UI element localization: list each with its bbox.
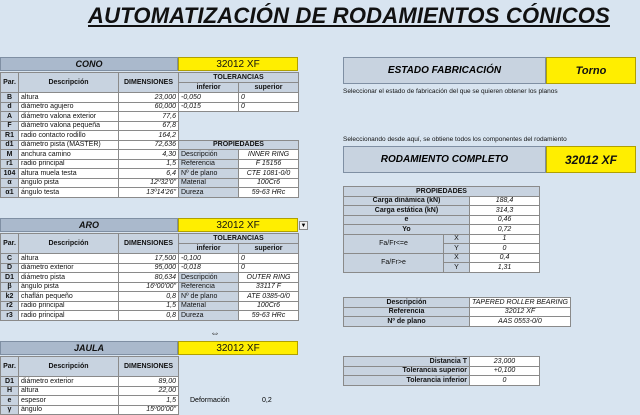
param-description: altura	[19, 93, 119, 103]
param-dimension: 0,8	[119, 311, 179, 321]
prop-value: OUTER RING	[239, 273, 299, 283]
rodamiento-completo-selector[interactable]	[546, 146, 636, 173]
param-code: r2	[1, 301, 19, 311]
empty-cell	[179, 121, 299, 131]
completo-label-text: RODAMIENTO COMPLETO	[380, 154, 509, 165]
param-description: chaflán pequeño	[19, 292, 119, 302]
aro-code-selector[interactable]	[178, 218, 298, 232]
prop-value: TAPERED ROLLER BEARING	[470, 298, 571, 308]
param-description: diámetro pista (MASTER)	[19, 140, 119, 150]
param-code: M	[1, 150, 19, 160]
col-desc: Descripción	[19, 234, 119, 254]
table-row	[344, 366, 540, 376]
y-label: Y	[444, 244, 470, 254]
jaula-code: 32012 XF	[216, 342, 260, 354]
x-label: X	[444, 253, 470, 263]
col-inf: inferior	[179, 83, 239, 93]
cono-code: 32012 XF	[216, 58, 260, 70]
estado-value: Torno	[575, 64, 607, 77]
param-code: r3	[1, 311, 19, 321]
rodamiento-props-table	[343, 186, 540, 273]
param-description: ángulo pista	[19, 282, 119, 292]
prop-value: 100Cr6	[239, 301, 299, 311]
prop-label: Descripción	[179, 273, 239, 283]
prop-value: 0,46	[470, 215, 540, 225]
table-row	[344, 215, 540, 225]
prop-value: 23,000	[470, 357, 540, 367]
table-row	[344, 307, 571, 317]
prop-value: INNER RING	[239, 150, 299, 160]
estado-fabricacion-label	[343, 57, 546, 84]
prop-label: Material	[179, 301, 239, 311]
table-row	[344, 206, 540, 216]
param-description: diámetro valona pequeña	[19, 121, 119, 131]
table-row	[1, 140, 299, 150]
prop-label: Descripción	[179, 150, 239, 160]
param-description: ángulo	[19, 405, 119, 415]
table-row	[1, 405, 179, 415]
table-row	[1, 178, 299, 188]
aro-header	[0, 218, 178, 232]
prop-value: 188,4	[470, 196, 540, 206]
prop-label: Dureza	[179, 188, 239, 198]
aro-label: ARO	[79, 220, 99, 230]
param-dimension: 17,500	[119, 254, 179, 264]
col-par: Par.	[1, 73, 19, 93]
tol-superior: 0	[239, 102, 299, 112]
param-dimension: 89,00	[119, 377, 179, 387]
param-code: A	[1, 112, 19, 122]
param-description: anchura camino	[19, 150, 119, 160]
param-code: D1	[1, 377, 19, 387]
deformacion-label: Deformación	[190, 397, 230, 404]
param-code: H	[1, 386, 19, 396]
param-code: F	[1, 121, 19, 131]
table-row	[344, 225, 540, 235]
prop-label: Carga dinámica (kN)	[344, 196, 470, 206]
param-dimension: 60,000	[119, 102, 179, 112]
col-sup: superior	[239, 83, 299, 93]
fa-fr-le-e: Fa/Fr<=e	[344, 234, 444, 253]
prop-label: e	[344, 215, 470, 225]
col-desc: Descripción	[19, 73, 119, 93]
table-row	[1, 311, 299, 321]
prop-value: 314,3	[470, 206, 540, 216]
tol-superior: 0	[239, 93, 299, 103]
param-dimension: 0,8	[119, 292, 179, 302]
tol-superior: 0	[239, 254, 299, 264]
param-description: altura	[19, 386, 119, 396]
y-value: 0	[470, 244, 540, 254]
table-row	[1, 188, 299, 198]
col-par: Par.	[1, 234, 19, 254]
param-dimension: 1,5	[119, 159, 179, 169]
table-row	[1, 121, 299, 131]
col-par: Par.	[1, 357, 19, 377]
param-dimension: 72,636	[119, 140, 179, 150]
param-dimension: 13º14'26"	[119, 188, 179, 198]
param-description: radio principal	[19, 159, 119, 169]
param-description: altura muela testa	[19, 169, 119, 179]
param-code: γ	[1, 405, 19, 415]
param-dimension: 22,00	[119, 386, 179, 396]
param-code: β	[1, 282, 19, 292]
param-dimension: 15º00'00"	[119, 405, 179, 415]
col-dim: DIMENSIONES	[119, 73, 179, 93]
table-row	[1, 112, 299, 122]
table-row	[1, 263, 299, 273]
param-code: C	[1, 254, 19, 264]
x-value: 0,4	[470, 253, 540, 263]
table-row	[1, 282, 299, 292]
x-value: 1	[470, 234, 540, 244]
param-dimension: 95,000	[119, 263, 179, 273]
col-tol: TOLERANCIAS	[179, 234, 299, 244]
col-dim: DIMENSIONES	[119, 234, 179, 254]
prop-value: +0,100	[470, 366, 540, 376]
table-row	[1, 254, 299, 264]
table-row	[1, 93, 299, 103]
estado-label-text: ESTADO FABRICACIÓN	[387, 65, 502, 76]
param-code: B	[1, 93, 19, 103]
col-sup: superior	[239, 244, 299, 254]
fa-fr-gt-e: Fa/Fr>e	[344, 253, 444, 272]
table-row	[344, 298, 571, 308]
prop-value: 59-63 HRc	[239, 311, 299, 321]
table-row	[1, 159, 299, 169]
param-description: diámetro pista	[19, 273, 119, 283]
empty-cell	[179, 112, 299, 122]
param-description: diámetro valona exterior	[19, 112, 119, 122]
param-dimension: 67,8	[119, 121, 179, 131]
table-row	[1, 150, 299, 160]
distancia-table	[343, 356, 540, 386]
jaula-code-selector[interactable]	[178, 341, 298, 355]
y-label: Y	[444, 263, 470, 273]
param-dimension: 6,4	[119, 169, 179, 179]
param-description: radio principal	[19, 311, 119, 321]
param-code: D1	[1, 273, 19, 283]
param-dimension: 12º32'0"	[119, 178, 179, 188]
page-title: AUTOMATIZACIÓN DE RODAMIENTOS CÓNICOS	[88, 3, 610, 28]
col-dim: DIMENSIONES	[119, 357, 179, 377]
dropdown-arrow-icon[interactable]: ▼	[300, 222, 307, 229]
param-dimension: 80,634	[119, 273, 179, 283]
param-dimension: 16º00'00"	[119, 282, 179, 292]
prop-label: Referencia	[344, 307, 470, 317]
aro-table	[0, 233, 299, 321]
tol-inferior: -0,015	[179, 102, 239, 112]
param-code: r1	[1, 159, 19, 169]
tol-superior: 0	[239, 263, 299, 273]
rodamiento-info-table	[343, 297, 571, 327]
rodamiento-completo-label	[343, 146, 546, 173]
table-row	[1, 377, 179, 387]
cono-code-selector[interactable]	[178, 57, 298, 71]
param-code: α1	[1, 188, 19, 198]
prop-value: 32012 XF	[470, 307, 571, 317]
prop-label: Nº de plano	[344, 317, 470, 327]
param-code: D	[1, 263, 19, 273]
y-value: 1,31	[470, 263, 540, 273]
param-description: ángulo pista	[19, 178, 119, 188]
param-description: radio contacto rodillo	[19, 131, 119, 141]
deformacion-value: 0,2	[262, 397, 272, 404]
prop-label: Distancia T	[344, 357, 470, 367]
cono-table	[0, 72, 299, 198]
jaula-header	[0, 341, 178, 355]
prop-label: Nº de plano	[179, 169, 239, 179]
tol-inferior: -0,018	[179, 263, 239, 273]
col-desc: Descripción	[19, 357, 119, 377]
prop-label: Tolerancia superior	[344, 366, 470, 376]
prop-value: AAS 0553-0/0	[470, 317, 571, 327]
estado-fabricacion-selector[interactable]	[546, 57, 636, 84]
param-description: diámetro agujero	[19, 102, 119, 112]
cono-header	[0, 57, 178, 71]
param-code: R1	[1, 131, 19, 141]
param-code: d1	[1, 140, 19, 150]
x-label: X	[444, 234, 470, 244]
prop-label: Nº de plano	[179, 292, 239, 302]
param-description: radio principal	[19, 301, 119, 311]
param-code: k2	[1, 292, 19, 302]
param-description: espesor	[19, 396, 119, 406]
table-row	[1, 273, 299, 283]
cono-label: CONO	[75, 59, 103, 69]
param-description: altura	[19, 254, 119, 264]
param-code: α	[1, 178, 19, 188]
prop-value: 0,72	[470, 225, 540, 235]
table-row	[1, 396, 179, 406]
param-dimension: 4,30	[119, 150, 179, 160]
table-row	[1, 169, 299, 179]
prop-label: Material	[179, 178, 239, 188]
table-row	[1, 131, 299, 141]
prop-value: 59-63 HRc	[239, 188, 299, 198]
table-row	[344, 317, 571, 327]
table-row	[344, 376, 540, 386]
prop-label: Yo	[344, 225, 470, 235]
prop-value: CTE 1081-0/0	[239, 169, 299, 179]
prop-value: 100Cr6	[239, 178, 299, 188]
props-title: PROPIEDADES	[179, 140, 299, 150]
jaula-table	[0, 356, 179, 415]
prop-label: Carga estática (kN)	[344, 206, 470, 216]
empty-cell	[179, 131, 299, 141]
prop-value: F 15156	[239, 159, 299, 169]
prop-label: Dureza	[179, 311, 239, 321]
props-title: PROPIEDADES	[344, 187, 540, 197]
completo-value: 32012 XF	[564, 152, 618, 167]
table-row	[1, 102, 299, 112]
tol-inferior: -0,100	[179, 254, 239, 264]
param-description: diámetro exterior	[19, 263, 119, 273]
param-description: diámetro exterior	[19, 377, 119, 387]
param-dimension: 77,6	[119, 112, 179, 122]
table-row	[344, 357, 540, 367]
param-dimension: 1,5	[119, 396, 179, 406]
move-icon: ⇔	[210, 328, 220, 339]
aro-code: 32012 XF	[216, 219, 260, 231]
table-row	[1, 301, 299, 311]
param-description: ángulo testa	[19, 188, 119, 198]
prop-value: 0	[470, 376, 540, 386]
col-tol: TOLERANCIAS	[179, 73, 299, 83]
table-row	[344, 196, 540, 206]
prop-label: Descripción	[344, 298, 470, 308]
param-dimension: 1,5	[119, 301, 179, 311]
jaula-label: JAULA	[73, 343, 104, 353]
param-code: e	[1, 396, 19, 406]
prop-value: ATE 0385-0/0	[239, 292, 299, 302]
tol-inferior: -0,050	[179, 93, 239, 103]
table-row	[1, 386, 179, 396]
col-inf: inferior	[179, 244, 239, 254]
param-code: d	[1, 102, 19, 112]
param-dimension: 164,2	[119, 131, 179, 141]
param-code: 104	[1, 169, 19, 179]
param-dimension: 23,000	[119, 93, 179, 103]
prop-label: Referencia	[179, 282, 239, 292]
prop-label: Referencia	[179, 159, 239, 169]
prop-label: Tolerancia inferior	[344, 376, 470, 386]
table-row	[1, 292, 299, 302]
completo-note: Seleccionando desde aquí, se obtiene todos los componentes del rodamiento	[343, 136, 567, 143]
prop-value: 33117 F	[239, 282, 299, 292]
estado-note: Seleccionar el estado de fabricación del que se quieren obtener los planos	[343, 88, 558, 95]
